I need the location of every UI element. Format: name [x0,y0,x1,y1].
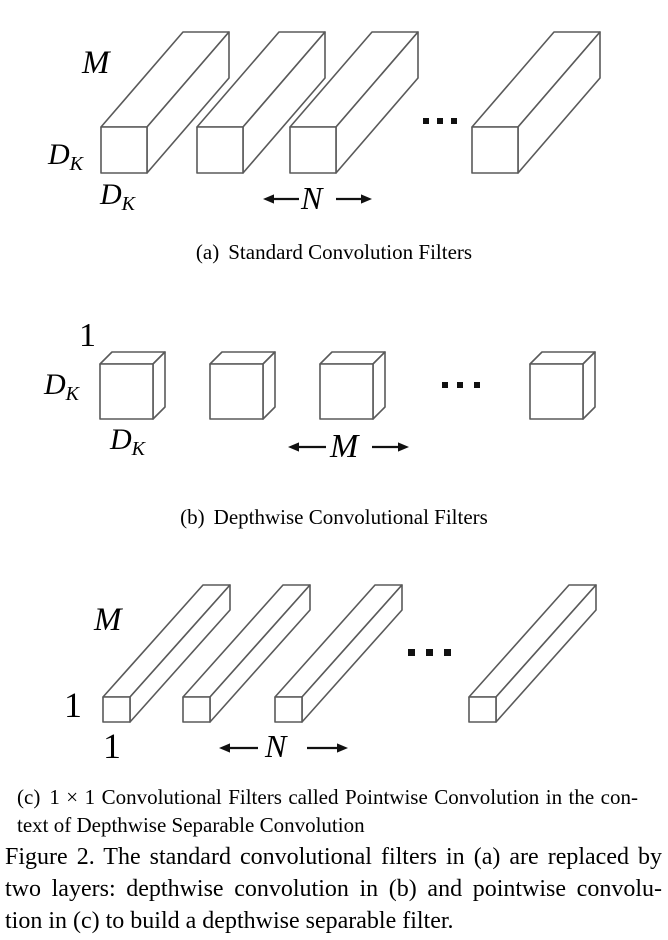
caption-text: 1 × 1 Convolutional Filters called Pointwise Convolution in the con- [49,785,638,809]
dimension-symbol: D [100,178,122,211]
figure-caption [5,841,662,937]
panel-b-count-label: M [330,428,359,465]
figure-caption-line2: two layers: depthwise convolution in (b) and pointwise convolu- [5,876,662,902]
dimension-symbol: D [48,138,70,171]
dimension-subscript: K [131,438,146,460]
figure-caption-line3: tion in (c) to build a depthwise separable filter. [5,908,454,934]
panel-c-caption-line2: text of Depthwise Separable Convolution [17,813,365,837]
caption-text: Depthwise Convolutional Filters [213,505,488,529]
dimension-symbol: D [44,368,66,401]
dimension-subscript: K [121,193,136,215]
panel-c-depth-label: M [94,602,122,638]
panel-a-width-label [100,178,136,215]
caption-tag: (b) [180,505,205,529]
panel-c-caption [17,783,638,839]
panel-c-height-label: 1 [64,685,82,725]
panel-c-width-label: 1 [103,726,121,766]
panel-a-count-label: N [301,180,323,216]
caption-tag: (c) [17,785,41,809]
caption-text: Standard Convolution Filters [228,240,473,264]
panel-c-count-label: N [265,728,287,764]
panel-b-depth-label: 1 [79,317,96,354]
dimension-subscript: K [65,383,80,405]
panel-b-height-label [44,368,80,405]
panel-b-width-label [110,423,146,460]
caption-tag: (a) [195,240,220,264]
panel-a-height-label [48,138,84,175]
dimension-subscript: K [69,153,84,175]
figure-caption-line1: Figure 2. The standard convolutional filters in (a) are replaced by [5,844,662,870]
panel-a-caption [0,238,668,266]
panel-b-caption [0,503,668,531]
panel-a-depth-label: M [82,45,110,81]
dimension-symbol: D [110,423,132,456]
panel-c-caption-line1 [17,783,638,811]
